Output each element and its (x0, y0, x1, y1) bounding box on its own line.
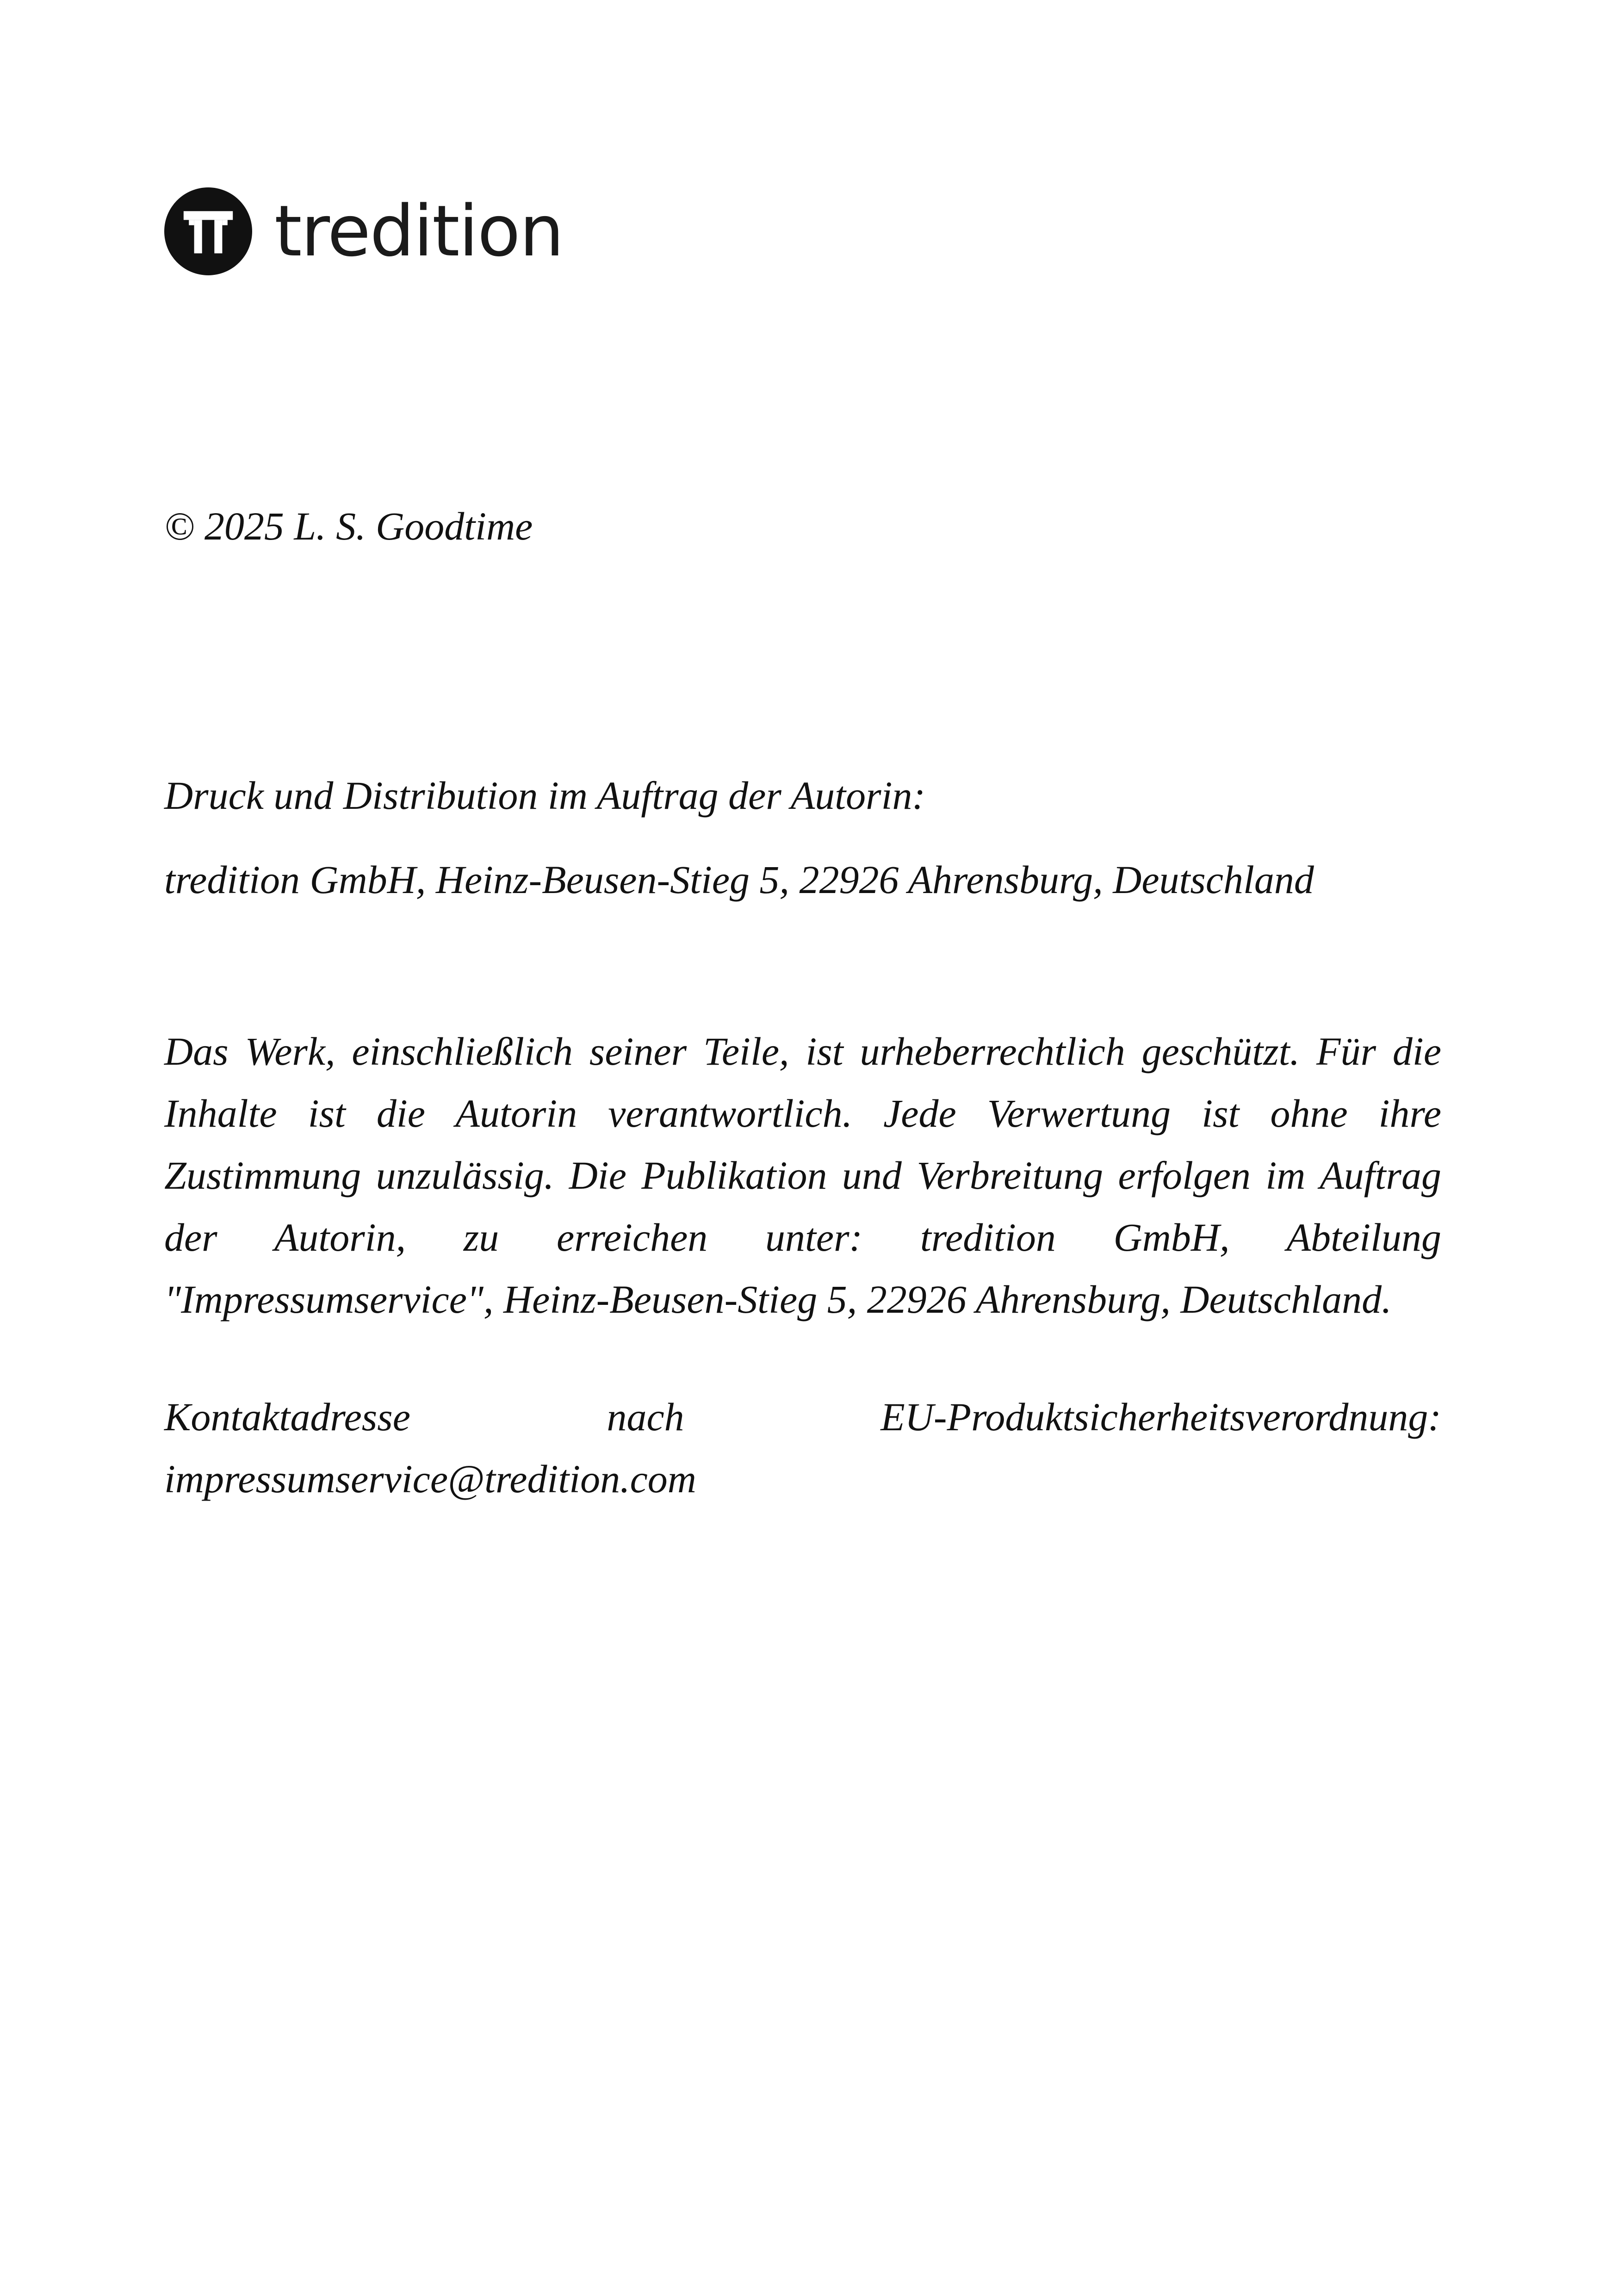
print-distribution-heading: Druck und Distribution im Auftrag der Autorin: (164, 773, 926, 818)
copyright-notice-paragraph: Das Werk, einschließlich seiner Teile, ist urheberrechtlich geschützt. Für die Inhalte ist die Autorin verantwortlich. Jede Verwertung ist ohne ihre Zustimmung unzulässig. Die Publikation und Verbreitung erfolgen im Auftrag der Autorin, zu erreichen unter: tredition GmbH, Abteilung "Impressumservice", Heinz-Beusen-Stieg 5, 22926 Ahrensburg, Deutschland. (164, 1029, 1441, 1322)
publisher-logo (164, 187, 563, 275)
logo-wordmark: tredition (274, 190, 564, 272)
publisher-address: tredition GmbH, Heinz-Beusen-Stieg 5, 22926 Ahrensburg, Deutschland (164, 857, 1314, 902)
copyright-line: © 2025 L. S. Goodtime (164, 504, 533, 548)
tredition-logo-icon (164, 187, 252, 275)
contact-notice-paragraph: Kontaktadresse nach EU-Produktsicherheitsverordnung: impressumservice@tredition.com (164, 1395, 1441, 1501)
